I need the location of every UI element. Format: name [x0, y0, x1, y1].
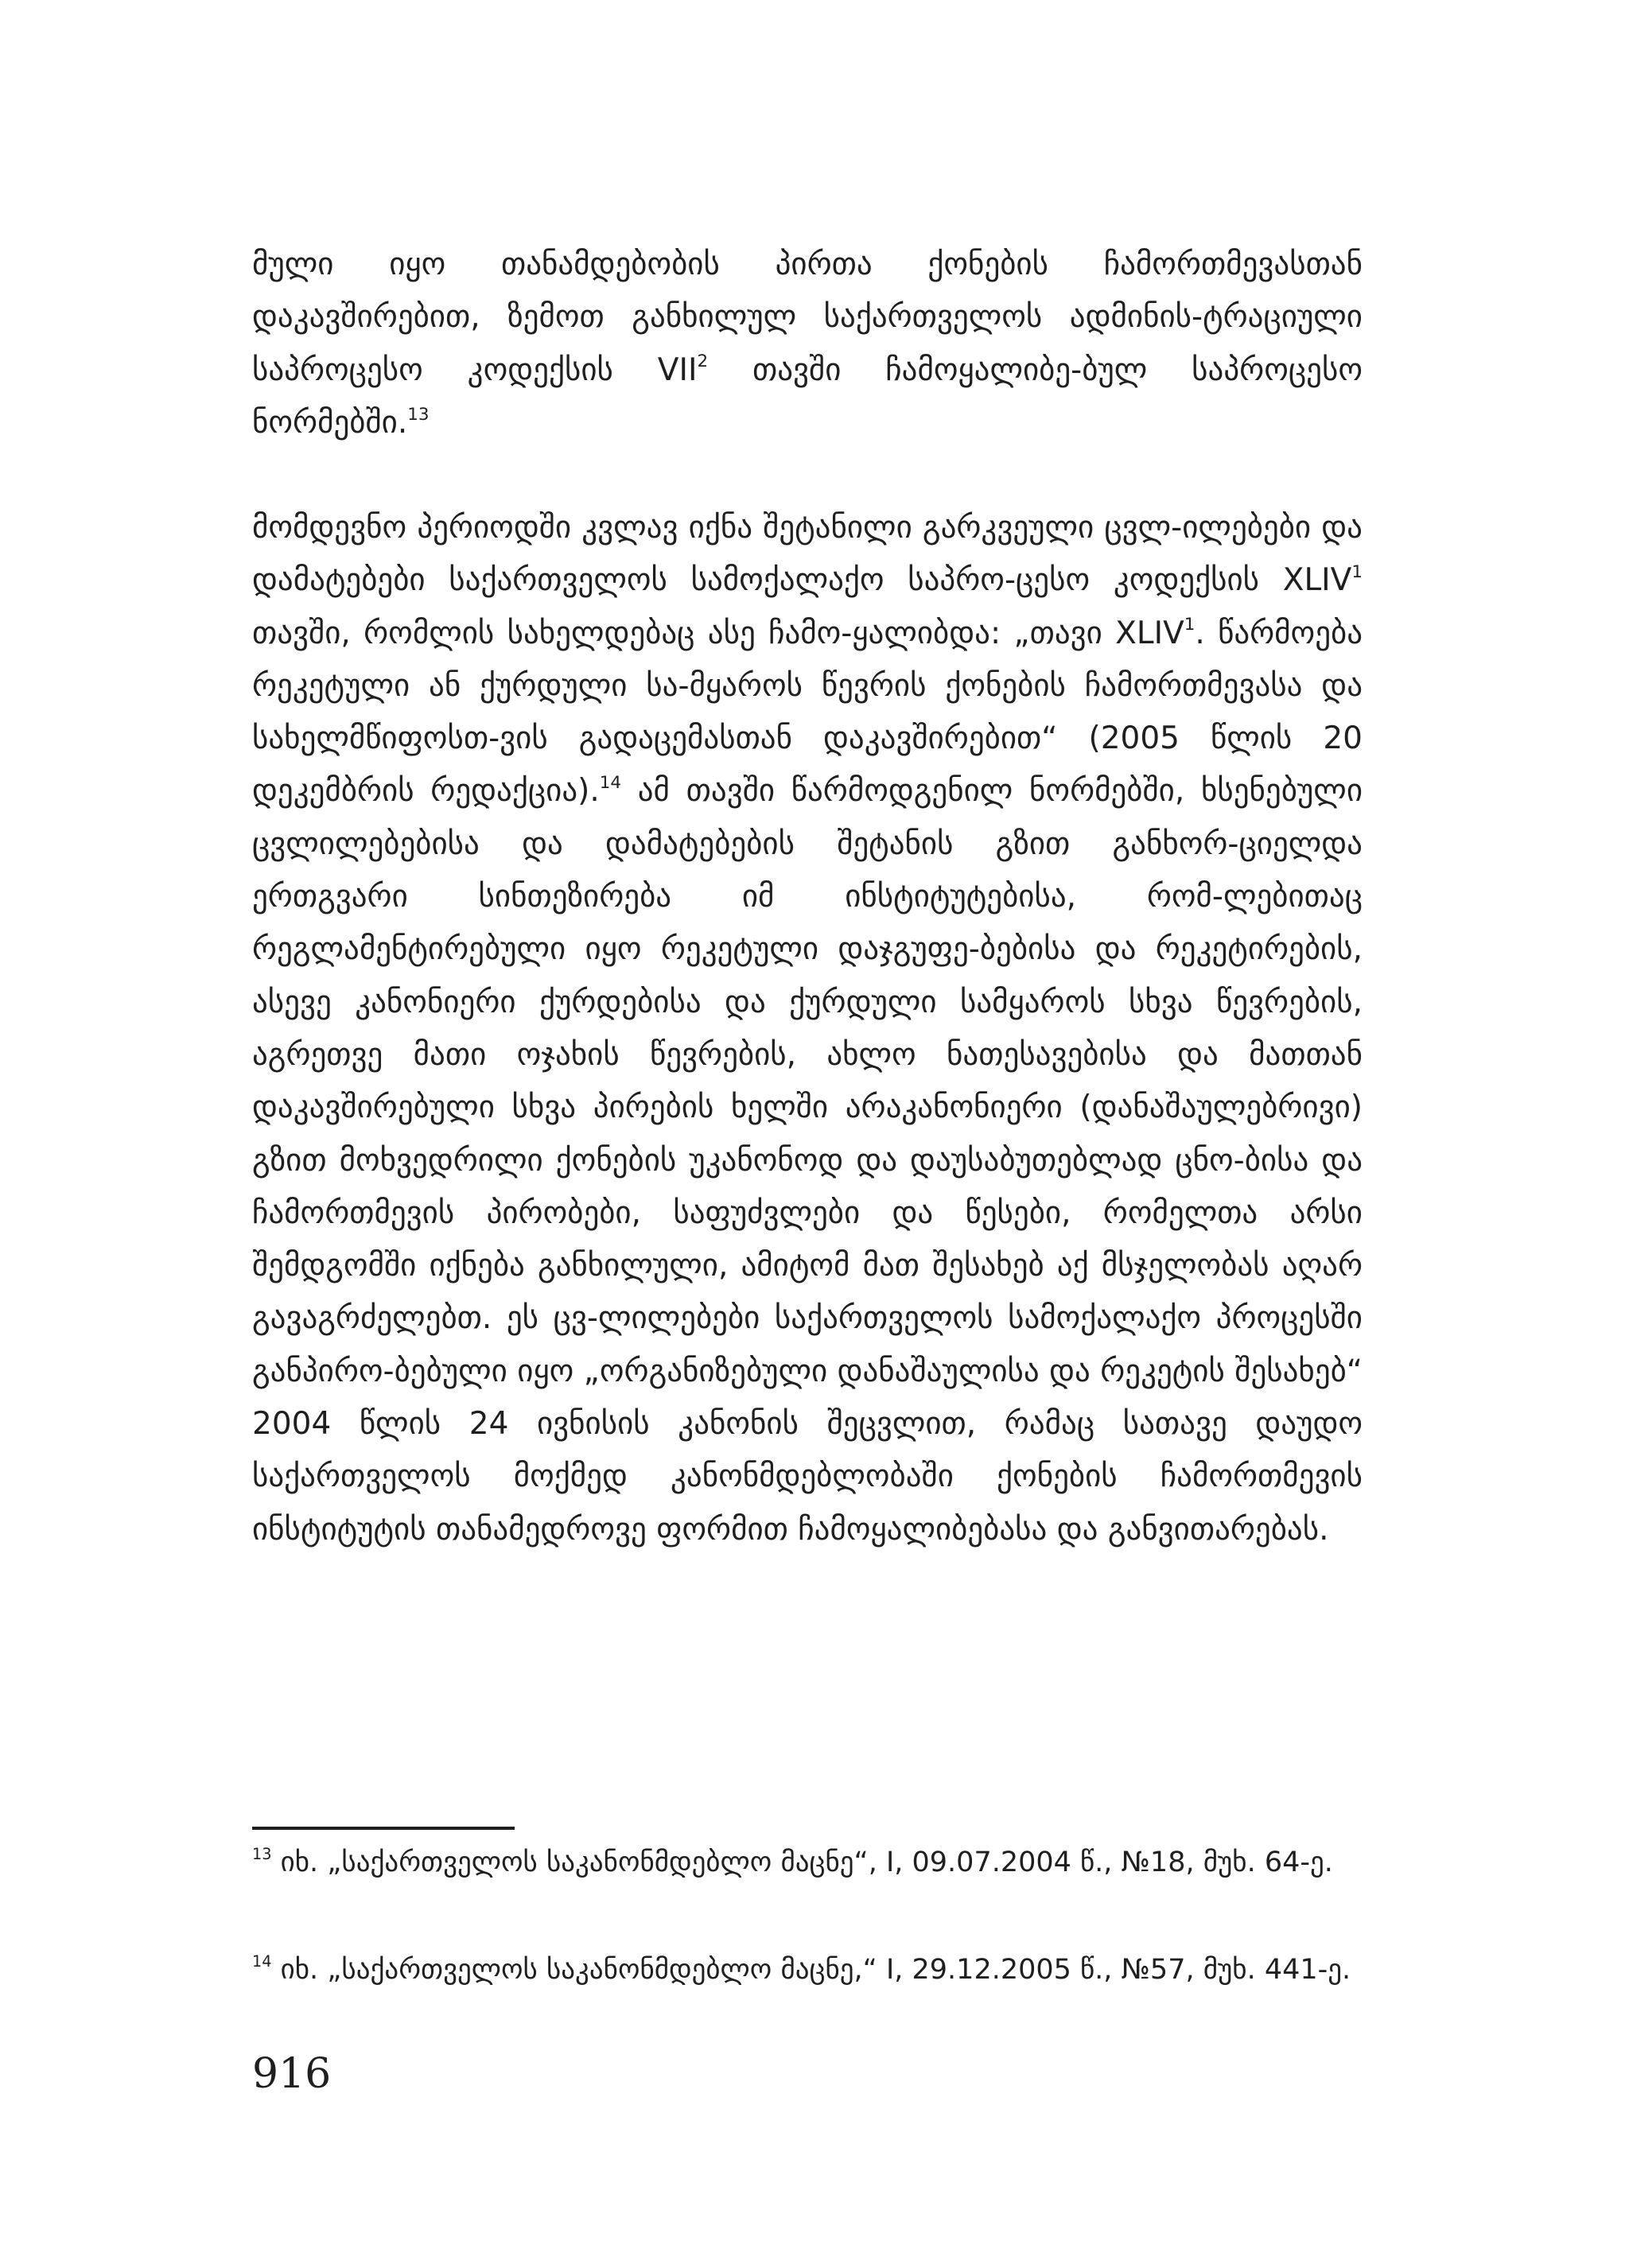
footnote-number: 14 — [252, 1952, 272, 1971]
paragraph-1 — [252, 239, 1363, 449]
footnote-text: იხ. „საქართველოს საკანონმდებლო მაცნე“, I, 09.07.2004 წ., №18, მუხ. 64-ე. — [271, 1847, 1333, 1878]
chapter-superscript: 1 — [1184, 615, 1196, 635]
paragraph-2-part-1: მომდევნო პერიოდში კვლავ იქნა შეტანილი გარკვეული ცვლ-ილებები და დამატებები საქართველოს სამოქალაქო საპრო-ცესო კოდექსის XLIV — [252, 510, 1363, 599]
footnote-14 — [252, 1943, 1363, 1997]
footnote-ref-13[interactable]: 13 — [407, 404, 430, 425]
paragraph-1-text: მული იყო თანამდებობის პირთა ქონების ჩამორთმევასთან დაკავშირებით, ზემოთ განხილულ საქართველოს ადმინის-ტრაციული საპროცესო კოდექსის VII — [252, 247, 1363, 388]
paragraph-2-part-4: ამ თავში წარმოდგენილ ნორმებში, ხსენებული ცვლილებებისა და დამატებების შეტანის გზით განხორ-ციელდა ერთგვარი სინთეზირება იმ ინსტიტუტებისა, რომ-ლებითაც რეგლამენტირებული იყო რეკეტული დაჯგუფე-ბებისა და რეკეტირების, ასევე კანონიერი ქურდებისა და ქურდული სამყაროს სხვა წევრების, აგრეთვე მათი ოჯახის წევრების, ახლო ნათესავებისა და მათთან დაკავშირებული სხვა პირების ხელში არაკანონიერი (დანაშაულებრივი) გზით მოხვედრილი ქონების უკანონოდ და დაუსაბუთებლად ცნო-ბისა და ჩამორთმევის პირობები, საფუძვლები და წესები, რომელთა არსი შემდგომში იქნება განხილული, ამიტომ მათ შესახებ აქ მსჯელობას აღარ გავაგრძელებთ. ეს ცვ-ლილებები საქართველოს სამოქალაქო პროცესში განპირო-ბებული იყო „ორგანიზებული დანაშაულისა და რეკეტის შესახებ“ 2004 წლის 24 ივნისის კანონის შეცვლით, რამაც სათავე დაუდო საქართველოს მოქმედ კანონმდებლობაში ქონების ჩამორთმევის ინსტიტუტის თანამედროვე ფორმით ჩამოყალიბებასა და განვითარებას. — [252, 773, 1363, 1548]
footnote-number: 13 — [252, 1845, 272, 1864]
paragraph-2-part-3: . წარმოება რეკეტული ან ქურდული სა-მყაროს წევრის ქონების ჩამორთმევასა და სახელმწიფოსთ-ვის გადაცემასთან დაკავშირებით“ (2005 წლის 20 დეკემბრის რედაქცია). — [252, 615, 1363, 810]
footnote-separator — [252, 1827, 515, 1830]
footnote-13 — [252, 1835, 1363, 1889]
footnote-text: იხ. „საქართველოს საკანონმდებლო მაცნე,“ I, 29.12.2005 წ., №57, მუხ. 441-ე. — [271, 1954, 1351, 1986]
footnote-ref-14[interactable]: 14 — [599, 773, 622, 794]
page-number: 916 — [252, 2050, 332, 2098]
paragraph-2-part-2: თავში, რომლის სახელდებაც ასე ჩამო-ყალიბდა: „თავი XLIV — [252, 615, 1184, 651]
chapter-superscript: 1 — [1351, 562, 1363, 583]
chapter-superscript: 2 — [697, 351, 709, 372]
paragraph-1-text-after: თავში ჩამოყალიბე-ბულ საპროცესო ნორმებში. — [252, 351, 1363, 441]
paragraph-2 — [252, 502, 1363, 1556]
